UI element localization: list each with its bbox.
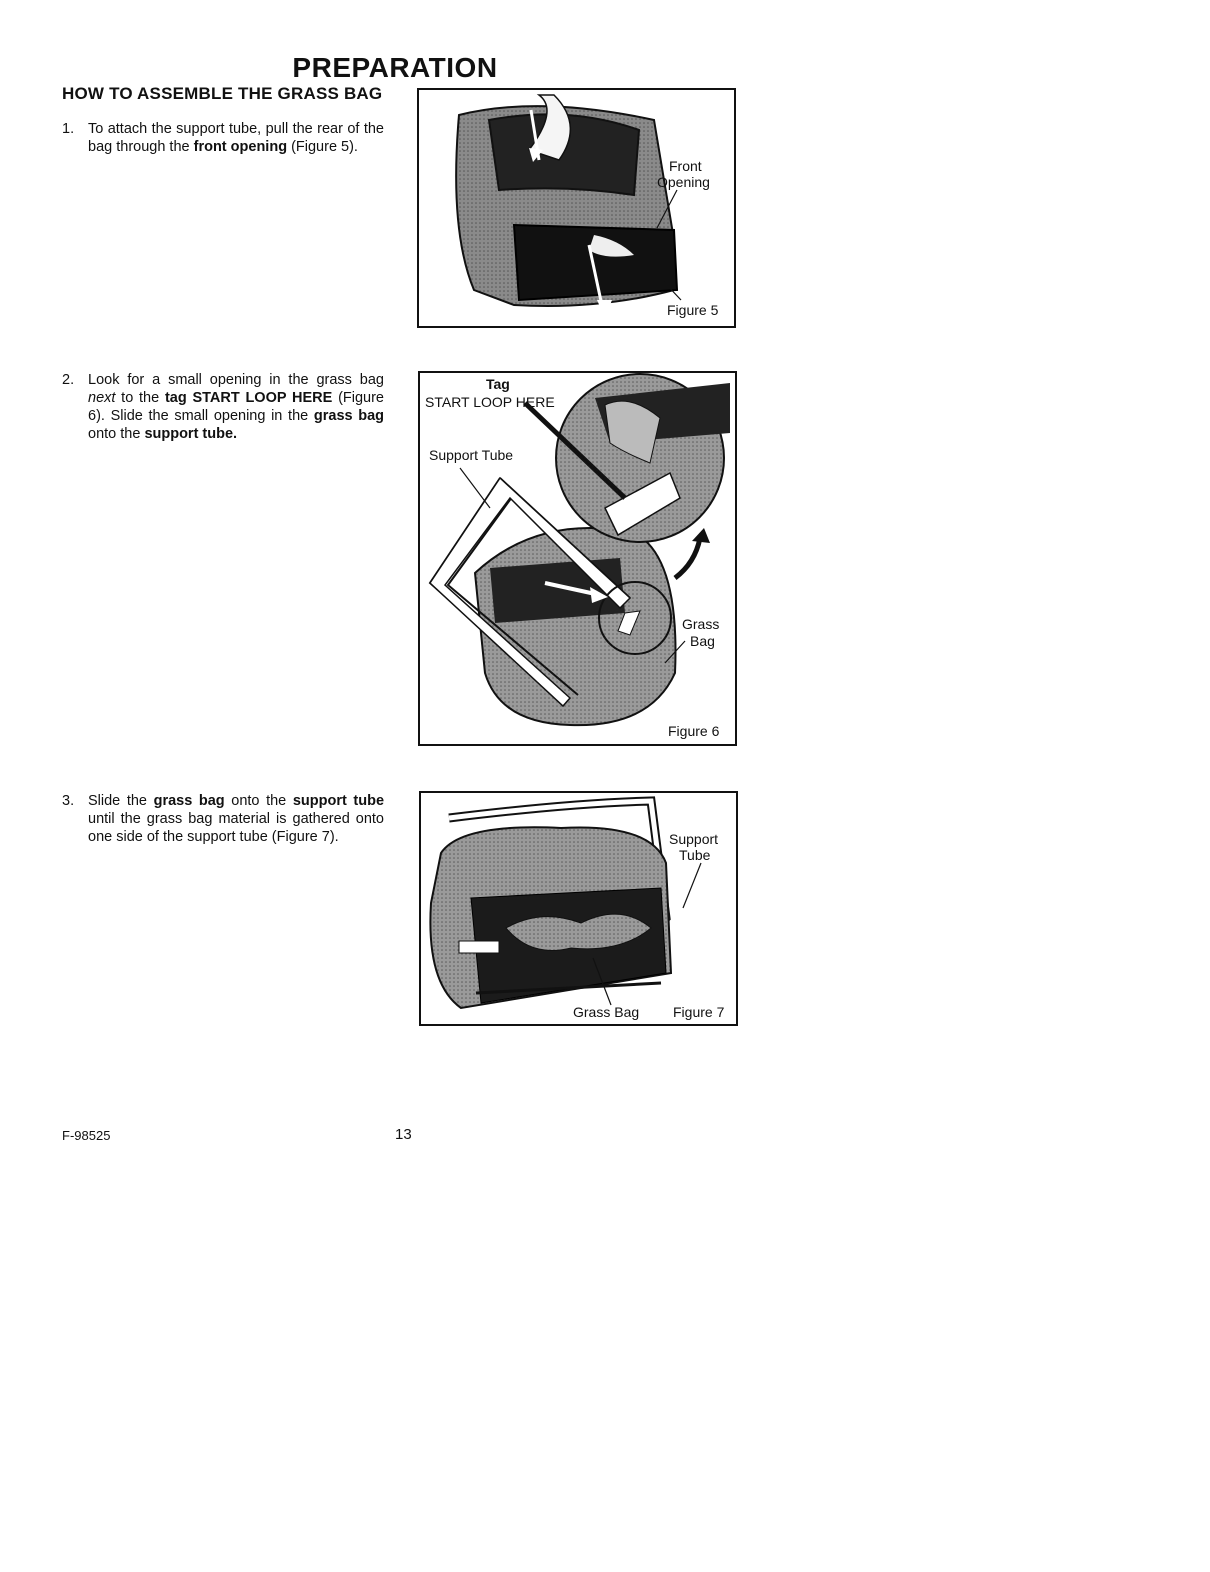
label-bag: Bag [690, 633, 715, 649]
step-text-part: Look for a small opening in the grass bag [88, 372, 384, 388]
step-2 [62, 371, 384, 443]
label-support-tube: Support Tube [429, 447, 514, 463]
figure-6 [418, 371, 737, 746]
figure-5 [417, 88, 736, 328]
step-text-part: until the grass bag material is gathered onto one side of the support tube (Figure 7). [88, 811, 384, 845]
step-number: 3. [62, 793, 75, 809]
label-tube: Tube [679, 847, 711, 863]
step-3 [62, 792, 384, 846]
figure-7-caption: Figure 7 [673, 1004, 725, 1020]
step-text-part: onto the [224, 793, 293, 809]
step-text [88, 120, 384, 156]
step-text-part: to the [115, 390, 165, 406]
label-start-loop-here: START LOOP HERE [425, 394, 555, 410]
step-text-part: onto the [88, 426, 145, 442]
step-text-part: (Figure 5). [287, 139, 358, 155]
label-support: Support [669, 831, 719, 847]
step-number: 2. [62, 372, 75, 388]
figure-7-illustration [421, 793, 736, 1024]
figure-6-caption: Figure 6 [668, 723, 720, 739]
step-number: 1. [62, 121, 75, 137]
step-text-part: grass bag [313, 408, 385, 424]
step-text-part: To attach the support tube, pull the rear of the bag through the [88, 121, 384, 155]
label-opening: Opening [657, 174, 710, 190]
step-1 [62, 120, 384, 156]
step-text-part: support tube [292, 793, 385, 809]
step-text [88, 371, 384, 443]
step-text-part: next [88, 390, 116, 406]
figure-5-illustration [419, 90, 734, 326]
step-text-part: front opening [193, 139, 288, 155]
figure-6-illustration [420, 373, 735, 744]
label-tag: Tag [486, 376, 510, 392]
label-front: Front [669, 158, 702, 174]
step-text-part: Slide the [88, 793, 154, 809]
document-number: F-98525 [62, 1128, 111, 1143]
label-grass-bag: Grass Bag [573, 1004, 640, 1020]
figure-5-caption: Figure 5 [667, 302, 719, 318]
label-grass: Grass [682, 616, 720, 632]
step-text-part: support tube. [144, 426, 238, 442]
section-heading: HOW TO ASSEMBLE THE GRASS BAG [62, 84, 383, 103]
step-text-part: grass bag [153, 793, 225, 809]
page-title: PREPARATION [292, 52, 498, 83]
page-number: 13 [395, 1126, 412, 1143]
step-text-part: tag START LOOP HERE [164, 390, 333, 406]
step-text-part: (Figure 6). Slide the small opening in the [88, 390, 384, 424]
figure-7 [419, 791, 738, 1026]
step-text [88, 792, 384, 846]
